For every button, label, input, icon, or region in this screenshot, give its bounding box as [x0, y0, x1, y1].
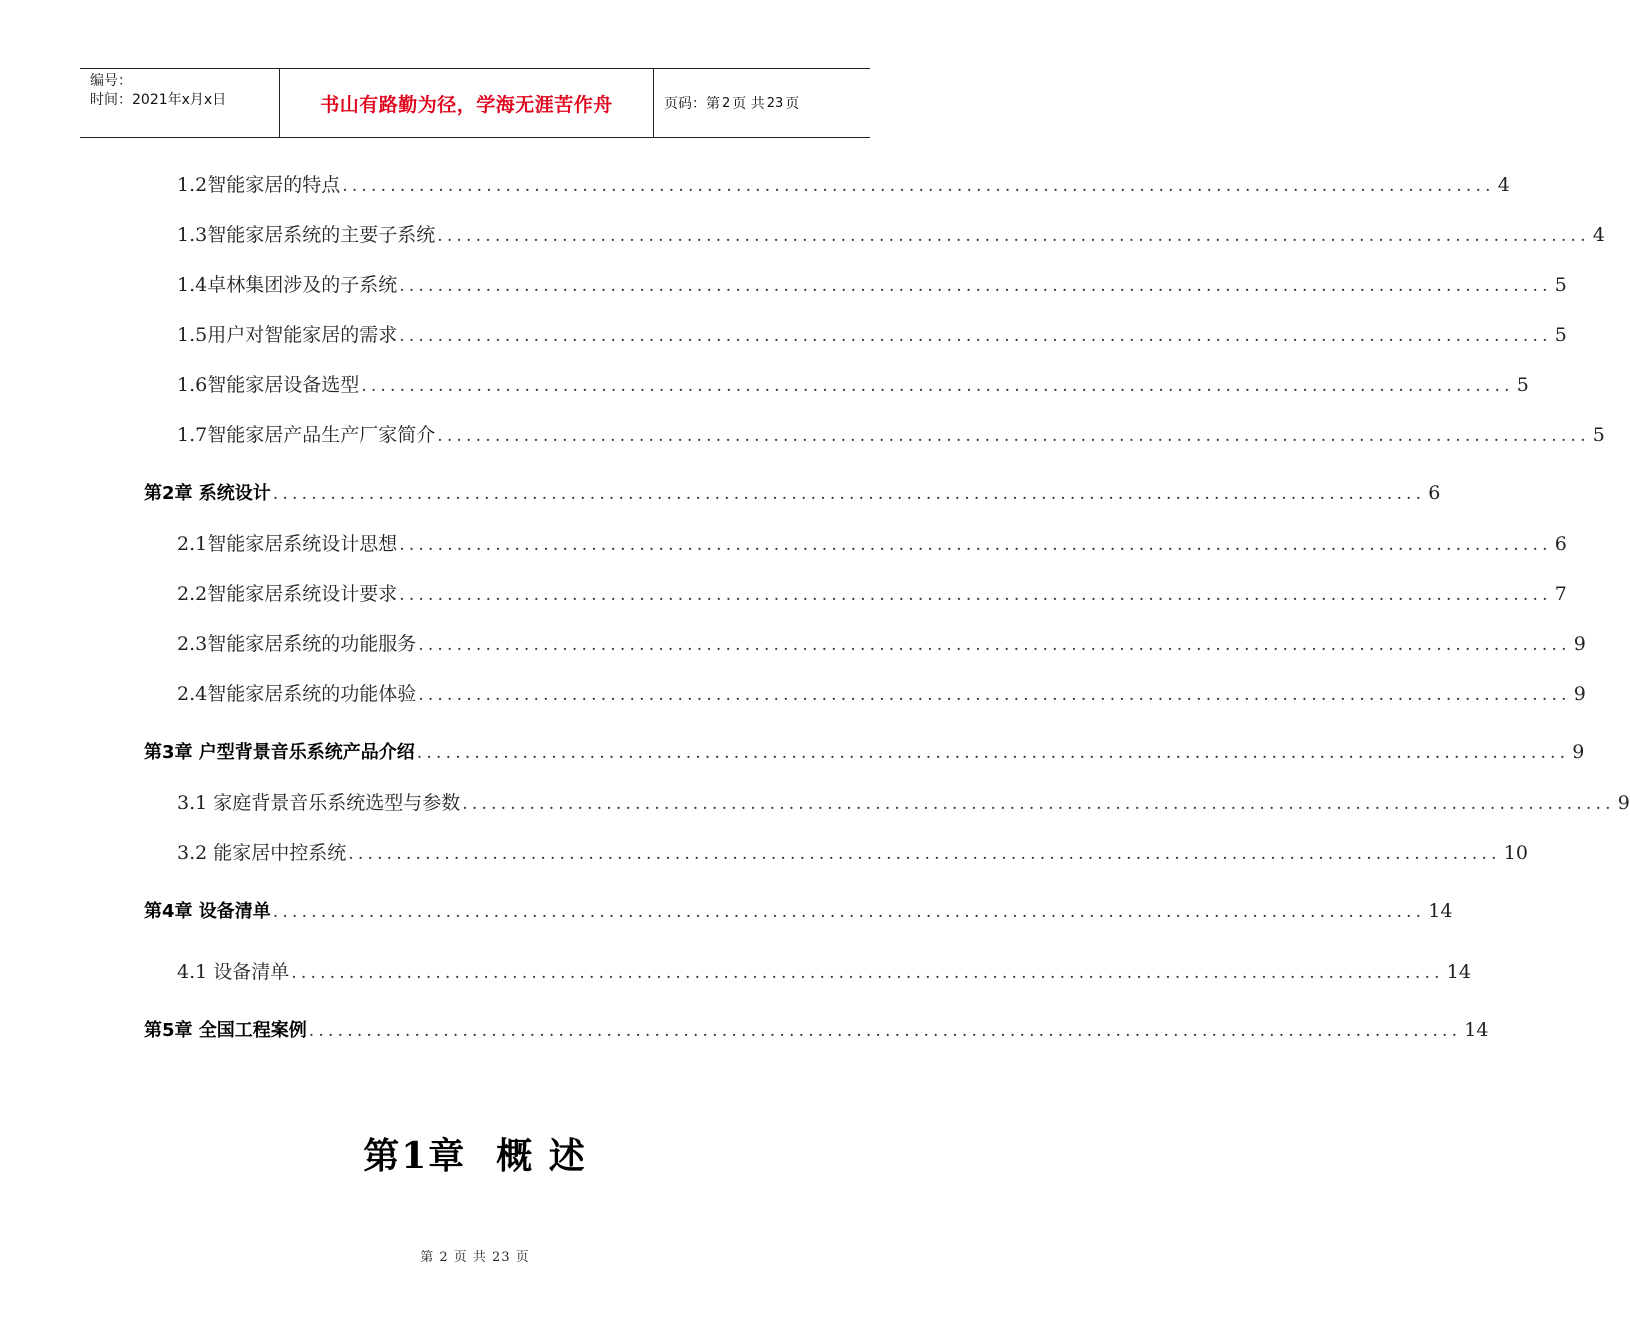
toc-entry-label: 2.3智能家居系统的功能服务 — [177, 633, 417, 655]
header-meta — [80, 69, 280, 137]
toc-leader-dots: ........................................................................................................................ — [399, 535, 1552, 555]
toc-section-entry[interactable] — [177, 220, 1605, 250]
toc-entry-label: 1.7智能家居产品生产厂家简介 — [177, 424, 436, 446]
toc-section-entry[interactable] — [177, 838, 1528, 868]
toc-chapter-entry[interactable] — [144, 479, 1441, 509]
toc-entry-page: 5 — [1592, 424, 1605, 446]
toc-entry-page: 14 — [1428, 900, 1453, 922]
toc-entry-page: 5 — [1516, 374, 1529, 396]
toc-section-entry[interactable] — [177, 270, 1567, 300]
toc-leader-dots: ........................................................................................................................ — [399, 276, 1552, 296]
toc-entry-page: 7 — [1554, 583, 1567, 605]
toc-section-entry[interactable] — [177, 679, 1586, 709]
toc-leader-dots: ........................................................................................................................ — [399, 326, 1552, 346]
toc-leader-dots: ........................................................................................................................ — [416, 743, 1570, 763]
toc-section-entry[interactable] — [177, 320, 1567, 350]
toc-section-entry[interactable] — [177, 529, 1567, 559]
toc-entry-page: 5 — [1554, 324, 1567, 346]
header-page-total: 23 — [766, 95, 784, 111]
toc-entry-page: 14 — [1464, 1019, 1489, 1041]
toc-entry-page: 6 — [1554, 533, 1567, 555]
header-date-label: 时间：2021年x月x日 — [90, 92, 227, 108]
toc-entry-label: 1.2智能家居的特点 — [177, 174, 341, 196]
toc-section-entry[interactable] — [177, 370, 1529, 400]
toc-section-entry[interactable] — [177, 629, 1586, 659]
chapter-heading — [0, 1128, 950, 1179]
toc-entry-page: 9 — [1617, 792, 1630, 814]
header-page-info — [654, 69, 870, 137]
chapter-title: 概 述 — [496, 1135, 587, 1177]
toc-leader-dots: ........................................................................................................................ — [437, 426, 1590, 446]
toc-section-entry[interactable] — [177, 170, 1510, 200]
toc-entry-label: 4.1 设备清单 — [177, 961, 290, 983]
toc-entry-label: 第4章 设备清单 — [144, 901, 271, 922]
toc-entry-label: 3.2 能家居中控系统 — [177, 842, 347, 864]
toc-leader-dots: ........................................................................................................................ — [418, 635, 1571, 655]
toc-entry-label: 2.1智能家居系统设计思想 — [177, 533, 398, 555]
toc-entry-page: 10 — [1503, 842, 1528, 864]
header-page-current: 2 — [722, 95, 731, 111]
chapter-number: 第1章 — [363, 1135, 467, 1177]
toc-leader-dots: ........................................................................................................................ — [462, 794, 1615, 814]
toc-entry-label: 第2章 系统设计 — [144, 483, 271, 504]
toc-leader-dots: ........................................................................................................................ — [399, 585, 1552, 605]
toc-entry-label: 第3章 户型背景音乐系统产品介绍 — [144, 742, 415, 763]
header-motto: 书山有路勤为径，学海无涯苦作舟 — [280, 69, 654, 137]
toc-leader-dots: ........................................................................................................................ — [272, 902, 1426, 922]
toc-entry-label: 1.4卓林集团涉及的子系统 — [177, 274, 398, 296]
toc-leader-dots: ........................................................................................................................ — [437, 226, 1590, 246]
header-page-suffix: 页 — [785, 96, 800, 112]
toc-leader-dots: ........................................................................................................................ — [272, 484, 1426, 504]
header-number-label: 编号： — [90, 73, 132, 89]
toc-leader-dots: ........................................................................................................................ — [418, 685, 1571, 705]
toc-leader-dots: ........................................................................................................................ — [308, 1021, 1462, 1041]
toc-section-entry[interactable] — [177, 957, 1471, 987]
toc-section-entry[interactable] — [177, 420, 1605, 450]
toc-entry-label: 2.4智能家居系统的功能体验 — [177, 683, 417, 705]
toc-leader-dots: ........................................................................................................................ — [342, 176, 1495, 196]
toc-leader-dots: ........................................................................................................................ — [291, 963, 1444, 983]
toc-entry-page: 4 — [1497, 174, 1510, 196]
page-header — [80, 68, 870, 138]
toc-entry-label: 1.5用户对智能家居的需求 — [177, 324, 398, 346]
page-footer: 第 2 页 共 23 页 — [420, 1250, 530, 1265]
toc-entry-label: 第5章 全国工程案例 — [144, 1020, 307, 1041]
toc-entry-label: 3.1 家庭背景音乐系统选型与参数 — [177, 792, 461, 814]
toc-section-entry[interactable] — [177, 788, 1630, 818]
header-page-middle: 页 共 — [732, 96, 765, 112]
toc-entry-page: 9 — [1573, 683, 1586, 705]
toc-entry-page: 14 — [1446, 961, 1471, 983]
toc-chapter-entry[interactable] — [144, 1016, 1489, 1046]
toc-section-entry[interactable] — [177, 579, 1567, 609]
toc-entry-page: 9 — [1572, 741, 1585, 763]
toc-chapter-entry[interactable] — [144, 897, 1453, 927]
toc-leader-dots: ........................................................................................................................ — [348, 844, 1501, 864]
toc-entry-page: 5 — [1554, 274, 1567, 296]
toc-chapter-entry[interactable] — [144, 738, 1585, 768]
header-page-prefix: 页码：第 — [664, 96, 720, 112]
toc-entry-page: 9 — [1573, 633, 1586, 655]
toc-entry-label: 1.3智能家居系统的主要子系统 — [177, 224, 436, 246]
toc-entry-page: 6 — [1428, 482, 1441, 504]
toc-leader-dots: ........................................................................................................................ — [361, 376, 1514, 396]
toc-entry-label: 1.6智能家居设备选型 — [177, 374, 360, 396]
toc-entry-label: 2.2智能家居系统设计要求 — [177, 583, 398, 605]
toc-entry-page: 4 — [1592, 224, 1605, 246]
